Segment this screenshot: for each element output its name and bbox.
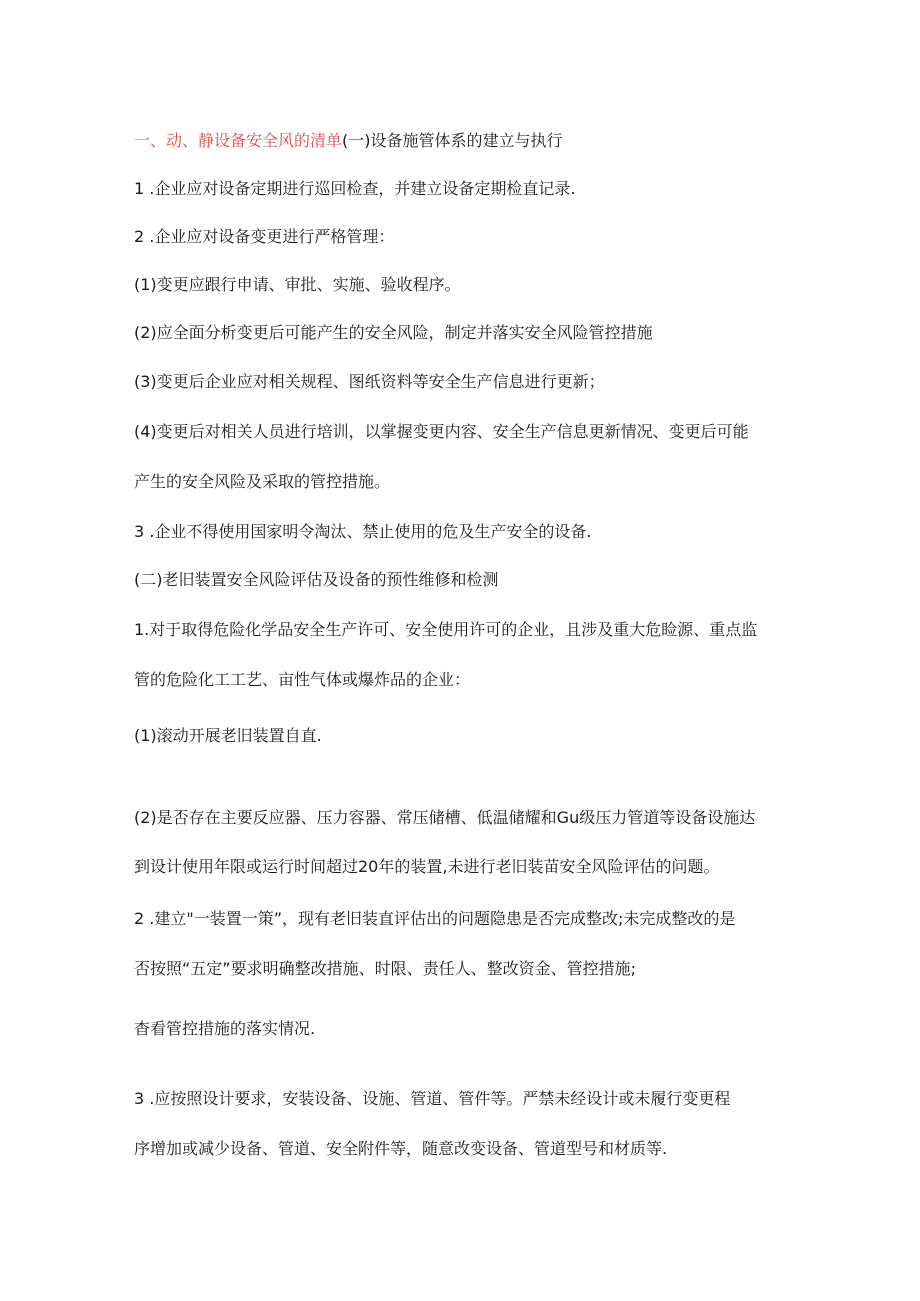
paragraph-line: 管的危险化工工艺、亩性气体或爆炸品的企业： bbox=[134, 670, 471, 689]
paragraph-line: 2 .企业应对设备变更进行严格管理： bbox=[134, 227, 395, 246]
section-heading bbox=[134, 131, 563, 151]
paragraph-line: (1)变更应跟行申请、审批、实施、验收程序。 bbox=[134, 275, 461, 294]
paragraph-line: 3 .应按照设计要求，安装设备、设施、管道、管件等。严禁未经设计或未履行变更程 bbox=[134, 1089, 731, 1108]
subsection-title: (一)设备施管体系的建立与执行 bbox=[342, 131, 563, 150]
paragraph-line: 杳看管控措施的落实情况. bbox=[134, 1019, 316, 1038]
paragraph-line: 产生的安全风险及采取的管控措施。 bbox=[134, 472, 391, 491]
paragraph-line: 1 .企业应对设备定期进行巡回检查，并建立设备定期检直记录. bbox=[134, 179, 576, 198]
paragraph-line: (3)变更后企业应对相关规程、图纸资料等安全生产信息进行更新； bbox=[134, 372, 605, 391]
paragraph-line: (4)变更后对相关人员进行培训，以掌握变更内容、安全生产信息更新情况、变更后可能 bbox=[134, 422, 749, 441]
paragraph-line: 2 .建立"一装置一策”，现有老旧装直评估出的问题隐患是否完成整改;未完成整改的是 bbox=[134, 909, 736, 928]
paragraph-line: 到设计使用年限或运行时间超过20年的装置,未进行老旧装苗安全风险评估的问题。 bbox=[134, 857, 720, 876]
paragraph-line: 否按照“五定”要求明确整改措施、时限、责任人、整改资金、管控措施; bbox=[134, 959, 636, 978]
section-title-red: 一、动、静设备安全风的清单 bbox=[134, 131, 343, 150]
paragraph-line: (2)是否存在主要反应器、压力容器、常压储槽、低温储耀和Gu级压力管道等设备设施达 bbox=[134, 808, 756, 827]
paragraph-line: 3 .企业不得使用国家明令淘汰、禁止使用的危及生产安全的设备. bbox=[134, 522, 592, 541]
paragraph-line: (2)应全面分析变更后可能产生的安全风险，制定并落实安全风险管控措施 bbox=[134, 323, 653, 342]
section-heading-2: (二)老旧装置安全风险评估及设备的预性维修和检测 bbox=[134, 570, 499, 589]
paragraph-line: (1)滚动开展老旧装置自直. bbox=[134, 726, 322, 745]
paragraph-line: 1.对于取得危险化学品安全生产许可、安全使用许可的企业，且涉及重大危睑源、重点监 bbox=[134, 620, 758, 639]
paragraph-line: 序增加或减少设备、管道、安全附件等，随意改变设备、管道型号和材质等. bbox=[134, 1139, 668, 1158]
